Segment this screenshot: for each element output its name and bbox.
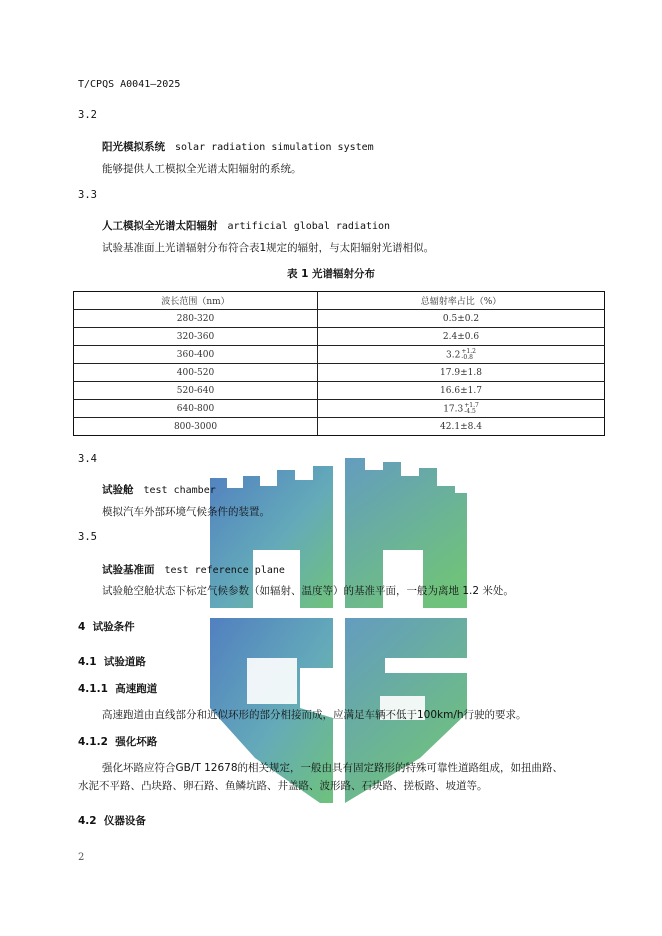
standard-code: T/CPQS A0041—2025	[78, 79, 181, 90]
table-row	[74, 328, 605, 346]
section-3-2-number: 3.2	[78, 109, 97, 121]
section-number: 4	[78, 621, 86, 633]
wavelength-cell: 800-3000	[74, 418, 318, 436]
ratio-cell: 0.5±0.2	[318, 310, 605, 328]
section-title: 高速跑道	[115, 683, 158, 695]
ratio-value: 3.2	[446, 350, 461, 360]
wavelength-cell: 400-520	[74, 364, 318, 382]
section-number: 4.1.1	[78, 683, 108, 695]
ratio-cell: 42.1±8.4	[318, 418, 605, 436]
page-number: 2	[78, 852, 85, 863]
section-3-3-term	[102, 214, 390, 233]
tolerance	[461, 349, 476, 361]
ratio-cell: 16.6±1.7	[318, 382, 605, 400]
table-caption: 表 1 光谱辐射分布	[286, 268, 376, 280]
table-row	[74, 364, 605, 382]
section-title: 试验条件	[92, 621, 135, 633]
section-3-4-term	[102, 478, 216, 497]
section-3-5-term	[102, 558, 285, 577]
ratio-cell: 17.9±1.8	[318, 364, 605, 382]
section-3-3-definition: 试验基准面上光谱辐射分布符合表1规定的辐射，与太阳辐射光谱相似。	[102, 242, 435, 254]
term-zh: 试验舱	[102, 484, 134, 496]
section-3-2-definition: 能够提供人工模拟全光谱太阳辐射的系统。	[102, 163, 302, 175]
term-en: test chamber	[143, 485, 216, 496]
ratio-value: 17.3	[443, 404, 464, 414]
wavelength-cell: 520-640	[74, 382, 318, 400]
tolerance	[464, 403, 479, 415]
section-4-1-1-text: 高速跑道由直线部分和近似环形的部分相接而成，应满足车辆不低于100km/h行驶的要求。	[102, 709, 527, 721]
term-en: test reference plane	[164, 565, 285, 576]
section-number: 4.1.2	[78, 736, 108, 748]
table-row	[74, 346, 605, 364]
section-title: 仪器设备	[103, 815, 146, 827]
ratio-cell	[318, 400, 605, 418]
section-3-5-definition: 试验舱空舱状态下标定气候参数（如辐射、温度等）的基准平面，一般为离地 1.2 米处。	[102, 585, 514, 597]
section-title: 强化坏路	[115, 736, 158, 748]
section-3-2-term	[102, 135, 374, 154]
wavelength-cell: 360-400	[74, 346, 318, 364]
column-header: 波长范围（nm）	[74, 292, 318, 310]
section-3-3-number: 3.3	[78, 189, 97, 201]
term-en: artificial global radiation	[227, 221, 391, 232]
spectral-distribution-table	[73, 291, 605, 436]
table-row	[74, 310, 605, 328]
section-4-1-2-text-line2: 水泥不平路、凸块路、卵石路、鱼鳞坑路、井盖路、波形路、石块路、搓板路、坡道等。	[78, 780, 488, 792]
table-row	[74, 400, 605, 418]
section-4-1-1-heading	[78, 681, 157, 696]
wavelength-cell: 640-800	[74, 400, 318, 418]
table-header-row	[74, 292, 605, 310]
section-4-heading	[78, 619, 135, 634]
column-header: 总辐射率占比（%）	[318, 292, 605, 310]
wavelength-cell: 280-320	[74, 310, 318, 328]
section-number: 4.2	[78, 815, 97, 827]
term-zh: 人工模拟全光谱太阳辐射	[102, 220, 218, 232]
term-en: solar radiation simulation system	[175, 142, 374, 153]
section-3-4-number: 3.4	[78, 453, 97, 465]
term-zh: 阳光模拟系统	[102, 141, 165, 153]
section-title: 试验道路	[103, 656, 146, 668]
table-row	[74, 382, 605, 400]
section-4-1-heading	[78, 654, 146, 669]
section-3-5-number: 3.5	[78, 531, 97, 543]
tolerance-lower: -4.5	[464, 407, 476, 415]
table-row	[74, 418, 605, 436]
ratio-cell	[318, 346, 605, 364]
tolerance-lower: -0.8	[461, 353, 473, 361]
section-4-1-2-heading	[78, 734, 157, 749]
section-number: 4.1	[78, 656, 97, 668]
term-zh: 试验基准面	[102, 564, 155, 576]
section-4-1-2-text-line1: 强化坏路应符合GB/T 12678的相关规定，一般由具有固定路形的特殊可靠性道路组成，如扭曲路、	[102, 762, 564, 774]
tolerance-upper: +1.7	[464, 401, 479, 409]
section-4-2-heading	[78, 813, 146, 828]
wavelength-cell: 320-360	[74, 328, 318, 346]
tolerance-upper: +1.2	[461, 347, 476, 355]
ratio-cell: 2.4±0.6	[318, 328, 605, 346]
section-3-4-definition: 模拟汽车外部环境气候条件的装置。	[102, 506, 270, 518]
